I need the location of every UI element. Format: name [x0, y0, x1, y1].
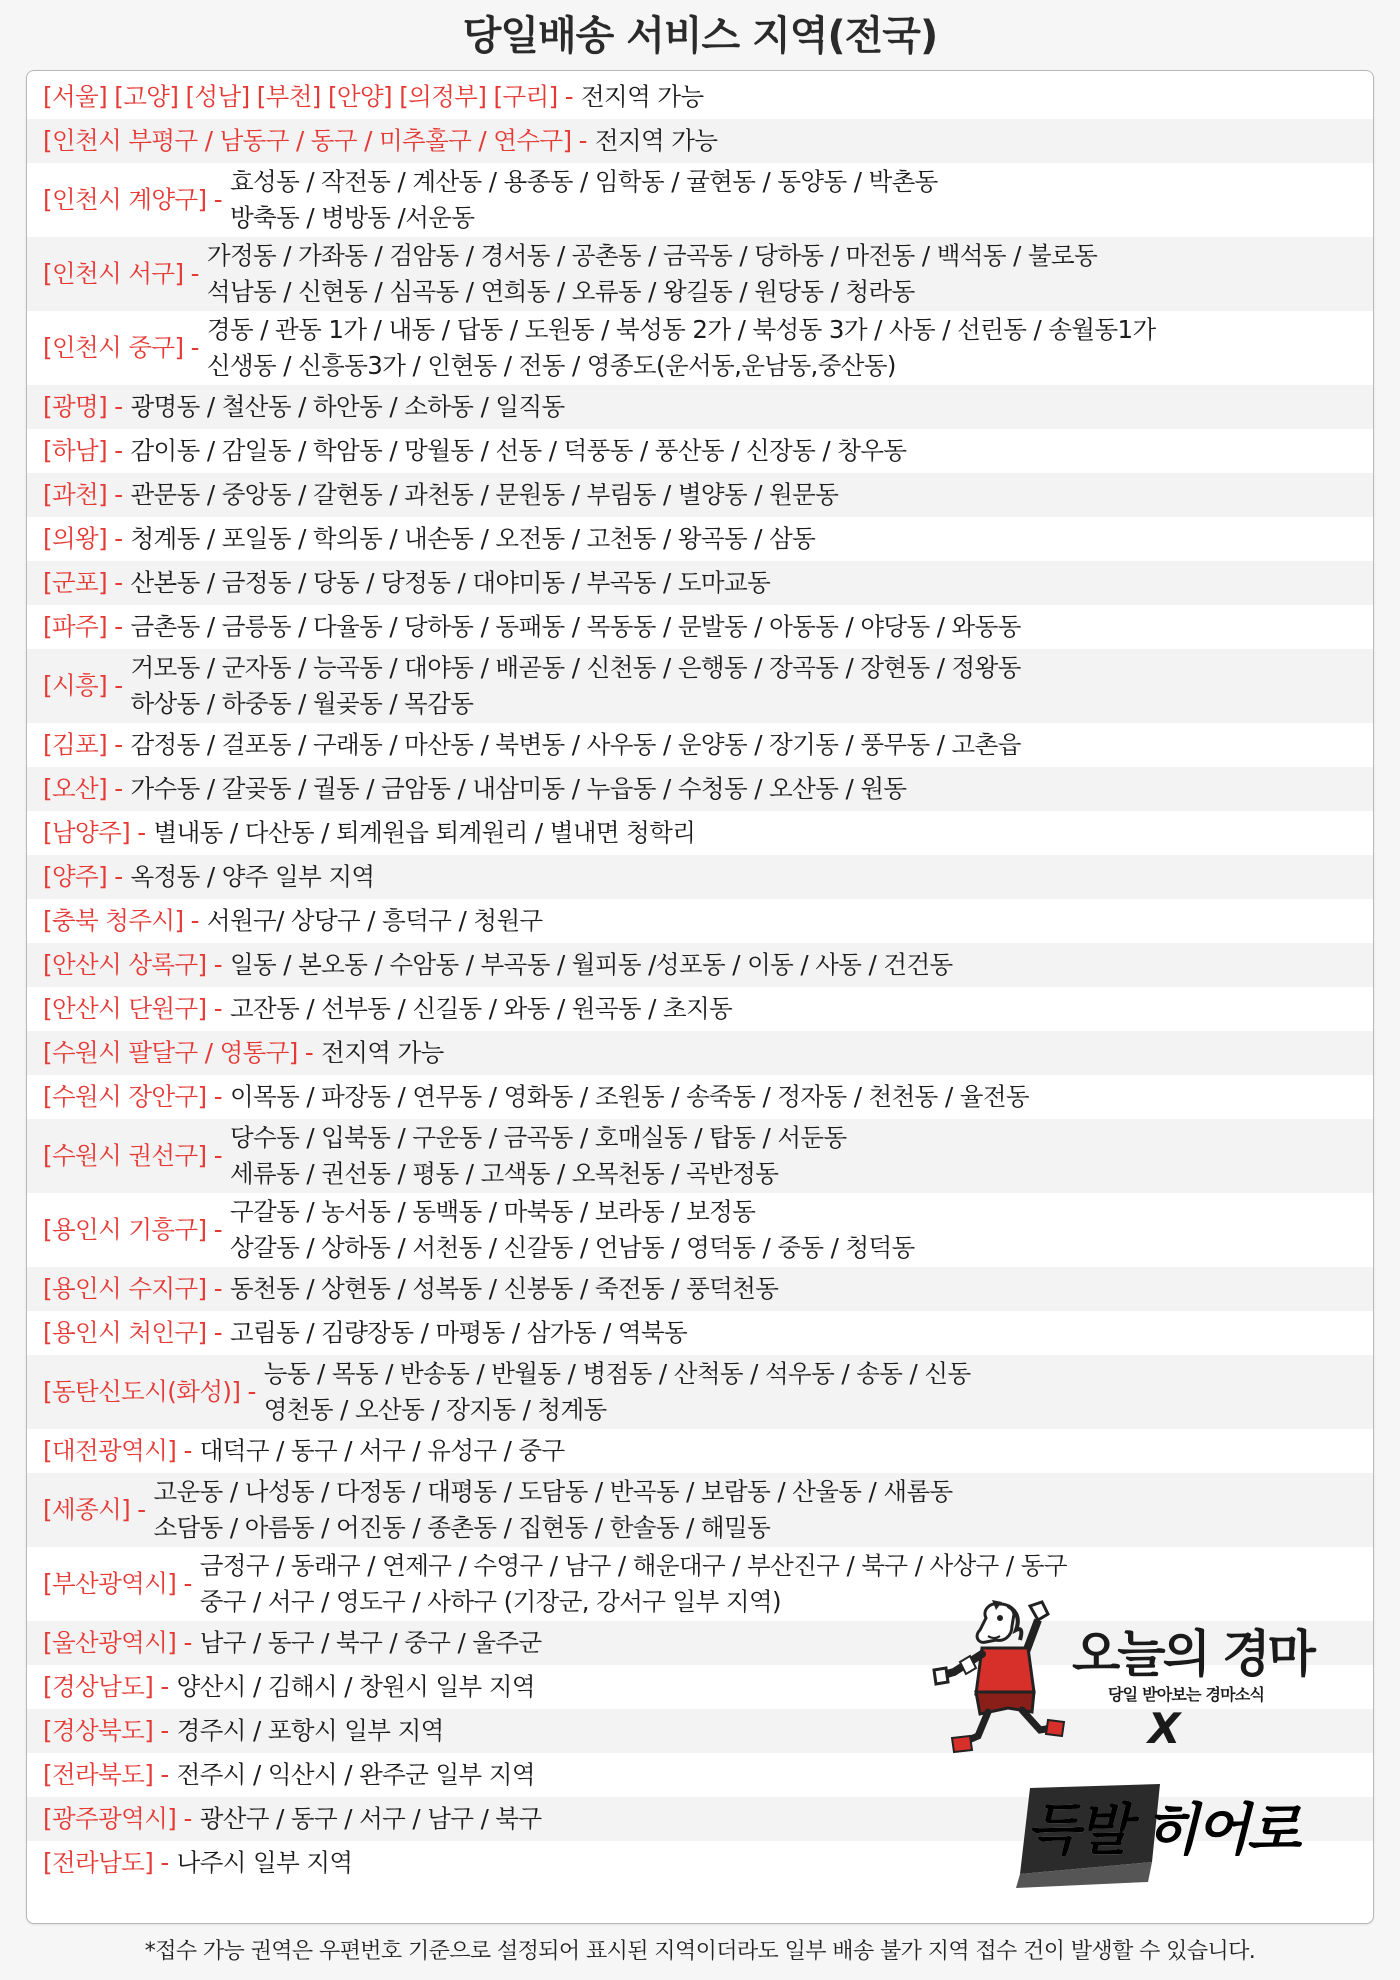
region-row: [27, 1075, 1373, 1119]
area-line: 광산구 / 동구 / 서구 / 남구 / 북구: [199, 1804, 542, 1833]
region-label: [수원시 권선구] -: [43, 1141, 222, 1170]
area-line: 산본동 / 금정동 / 당동 / 당정동 / 대야미동 / 부곡동 / 도마교동: [130, 568, 771, 597]
area-line: 하상동 / 하중동 / 월곶동 / 목감동: [130, 689, 474, 718]
area-line: 전주시 / 익산시 / 완주군 일부 지역: [176, 1760, 535, 1789]
region-areas: [207, 903, 543, 939]
region-row: [27, 1193, 1373, 1267]
region-areas: [230, 164, 938, 236]
region-areas: [264, 1356, 971, 1428]
region-label: [안산시 단원구] -: [43, 994, 222, 1023]
region-row: [27, 119, 1373, 163]
region-row: [27, 1119, 1373, 1193]
footnote: *접수 가능 권역은 우편번호 기준으로 설정되어 표시된 지역이더라도 일부 배송 불가 지역 접수 건이 발생할 수 있습니다.: [144, 1939, 1256, 1964]
region-label: [용인시 처인구] -: [43, 1318, 222, 1347]
region-areas: [130, 727, 1020, 763]
region-areas: [130, 433, 906, 469]
area-line: 상갈동 / 상하동 / 서천동 / 신갈동 / 언남동 / 영덕동 / 중동 / 청덕동: [229, 1233, 915, 1262]
region-row: [27, 429, 1373, 473]
page-title: 당일배송 서비스 지역(전국): [462, 12, 938, 59]
region-row: [27, 311, 1373, 385]
region-areas: [130, 565, 770, 601]
area-line: 경주시 / 포항시 일부 지역: [176, 1716, 444, 1745]
area-line: 경동 / 관동 1가 / 내동 / 답동 / 도원동 / 북성동 2가 / 북성동 3가 / 사동 / 선린동 / 송월동1가: [206, 315, 1156, 344]
region-row: [27, 1311, 1373, 1355]
area-line: 금정구 / 동래구 / 연제구 / 수영구 / 남구 / 해운대구 / 부산진구 / 북구 / 사상구 / 동구: [199, 1551, 1067, 1580]
region-row: [27, 943, 1373, 987]
region-areas: [207, 312, 1156, 384]
area-line: 일동 / 본오동 / 수암동 / 부곡동 / 월피동 /성포동 / 이동 / 사동 / 건건동: [229, 950, 953, 979]
region-label: [인천시 중구] -: [43, 333, 199, 362]
region-label: [인천시 계양구] -: [43, 185, 222, 214]
region-label: [동탄신도시(화성)] -: [43, 1377, 256, 1406]
region-label: [용인시 기흥구] -: [43, 1215, 222, 1244]
region-label: [하남] -: [43, 436, 123, 465]
region-areas: [177, 1669, 535, 1705]
area-line: 옥정동 / 양주 일부 지역: [130, 862, 375, 891]
region-label: [양주] -: [43, 862, 123, 891]
area-line: 대덕구 / 동구 / 서구 / 유성구 / 중구: [199, 1436, 565, 1465]
area-line: 방축동 / 병방동 /서운동: [229, 203, 475, 232]
region-areas: [230, 1120, 847, 1192]
region-row: [27, 1429, 1373, 1473]
region-label: [울산광역시] -: [43, 1628, 192, 1657]
area-line: 거모동 / 군자동 / 능곡동 / 대야동 / 배곧동 / 신천동 / 은행동 / 장곡동 / 장현동 / 정왕동: [130, 653, 1021, 682]
region-areas: [230, 1079, 1029, 1115]
region-areas: [154, 1474, 953, 1546]
area-line: 가수동 / 갈곶동 / 궐동 / 금암동 / 내삼미동 / 누읍동 / 수청동 / 오산동 / 원동: [130, 774, 907, 803]
region-areas: [321, 1035, 444, 1071]
area-line: 능동 / 목동 / 반송동 / 반월동 / 병점동 / 산척동 / 석우동 / 송동 / 신동: [263, 1359, 971, 1388]
brand-name-secondary: [1026, 1786, 1316, 1876]
region-row: [27, 237, 1373, 311]
area-line: 전지역 가능: [580, 82, 704, 111]
region-areas: [230, 947, 953, 983]
region-areas: [230, 1315, 687, 1351]
area-line: 효성동 / 작전동 / 계산동 / 용종동 / 임학동 / 귤현동 / 동양동 / 박촌동: [229, 167, 938, 196]
area-line: 별내동 / 다산동 / 퇴계원읍 퇴계원리 / 별내면 청학리: [153, 818, 696, 847]
brand-separator: X: [1148, 1704, 1181, 1753]
region-areas: [230, 1194, 915, 1266]
region-label: [수원시 장안구] -: [43, 1082, 222, 1111]
region-label: [남양주] -: [43, 818, 146, 847]
region-areas: [130, 859, 374, 895]
area-line: 전지역 가능: [594, 126, 718, 155]
area-line: 고잔동 / 선부동 / 신길동 / 와동 / 원곡동 / 초지동: [229, 994, 733, 1023]
area-line: 광명동 / 철산동 / 하안동 / 소하동 / 일직동: [130, 392, 565, 421]
area-line: 이목동 / 파장동 / 연무동 / 영화동 / 조원동 / 송죽동 / 정자동 / 천천동 / 율전동: [229, 1082, 1029, 1111]
region-areas: [200, 1801, 542, 1837]
region-areas: [130, 650, 1020, 722]
brand-logo: [930, 1596, 1330, 1896]
area-line: 가정동 / 가좌동 / 검암동 / 경서동 / 공촌동 / 금곡동 / 당하동 / 마전동 / 백석동 / 불로동: [206, 241, 1098, 270]
region-areas: [230, 1271, 778, 1307]
area-line: 전지역 가능: [321, 1038, 444, 1067]
region-row: [27, 855, 1373, 899]
region-areas: [130, 389, 564, 425]
region-areas: [177, 1757, 535, 1793]
region-row: [27, 163, 1373, 237]
area-line: 감정동 / 걸포동 / 구래동 / 마산동 / 북변동 / 사우동 / 운양동 / 장기동 / 풍무동 / 고촌읍: [130, 730, 1021, 759]
region-label: [오산] -: [43, 774, 123, 803]
area-line: 영천동 / 오산동 / 장지동 / 청계동: [263, 1395, 607, 1424]
region-row: [27, 899, 1373, 943]
area-line: 소담동 / 아름동 / 어진동 / 종촌동 / 집현동 / 한솔동 / 해밀동: [153, 1513, 771, 1542]
area-line: 석남동 / 신현동 / 심곡동 / 연희동 / 오류동 / 왕길동 / 원당동 / 청라동: [206, 277, 915, 306]
area-line: 감이동 / 감일동 / 학암동 / 망월동 / 선동 / 덕풍동 / 풍산동 / 신장동 / 창우동: [130, 436, 907, 465]
region-label: [전라북도] -: [43, 1760, 169, 1789]
region-label: [충북 청주시] -: [43, 906, 199, 935]
region-row: [27, 517, 1373, 561]
region-label: [경상남도] -: [43, 1672, 169, 1701]
region-label: [수원시 팔달구 / 영통구] -: [43, 1038, 314, 1067]
region-label: [안산시 상록구] -: [43, 950, 222, 979]
region-areas: [130, 609, 1020, 645]
region-row: [27, 1031, 1373, 1075]
area-line: 서원구/ 상당구 / 흥덕구 / 청원구: [206, 906, 543, 935]
region-row: [27, 1473, 1373, 1547]
region-areas: [595, 123, 718, 159]
brand-tagline: 당일 받아보는 경마소식: [1108, 1685, 1265, 1704]
area-line: 중구 / 서구 / 영도구 / 사하구 (기장군, 강서구 일부 지역): [199, 1587, 781, 1616]
region-row: [27, 767, 1373, 811]
area-line: 양산시 / 김해시 / 창원시 일부 지역: [176, 1672, 535, 1701]
region-row: [27, 987, 1373, 1031]
area-line: 동천동 / 상현동 / 성복동 / 신봉동 / 죽전동 / 풍덕천동: [229, 1274, 779, 1303]
region-label: [대전광역시] -: [43, 1436, 192, 1465]
region-row: [27, 473, 1373, 517]
area-line: 당수동 / 입북동 / 구운동 / 금곡동 / 호매실동 / 탑동 / 서둔동: [229, 1123, 847, 1152]
region-areas: [177, 1713, 444, 1749]
region-label: [과천] -: [43, 480, 123, 509]
area-line: 금촌동 / 금릉동 / 다율동 / 당하동 / 동패동 / 목동동 / 문발동 / 아동동 / 야당동 / 와동동: [130, 612, 1021, 641]
brand-secondary-text: 득발 히어로: [1026, 1798, 1298, 1863]
region-areas: [230, 991, 732, 1027]
region-areas: [154, 815, 696, 851]
region-row: [27, 811, 1373, 855]
region-areas: [200, 1433, 565, 1469]
region-label: [서울] [고양] [성남] [부천] [안양] [의정부] [구리] -: [43, 82, 573, 111]
region-areas: [130, 521, 815, 557]
area-line: 고운동 / 나성동 / 다정동 / 대평동 / 도담동 / 반곡동 / 보람동 / 산울동 / 새롬동: [153, 1477, 953, 1506]
region-row: [27, 649, 1373, 723]
area-line: 세류동 / 권선동 / 평동 / 고색동 / 오목천동 / 곡반정동: [229, 1159, 779, 1188]
region-label: [의왕] -: [43, 524, 123, 553]
region-label: [시흥] -: [43, 671, 123, 700]
brand-name-primary: 오늘의 경마: [1072, 1625, 1313, 1683]
region-row: [27, 605, 1373, 649]
region-areas: [200, 1625, 542, 1661]
region-row: [27, 561, 1373, 605]
region-label: [전라남도] -: [43, 1848, 169, 1877]
region-label: [광명] -: [43, 392, 123, 421]
area-line: 고림동 / 김량장동 / 마평동 / 삼가동 / 역북동: [229, 1318, 688, 1347]
region-label: [파주] -: [43, 612, 123, 641]
region-label: [세종시] -: [43, 1495, 146, 1524]
region-label: [경상북도] -: [43, 1716, 169, 1745]
region-label: [부산광역시] -: [43, 1569, 192, 1598]
area-line: 신생동 / 신흥동3가 / 인현동 / 전동 / 영종도(운서동,운남동,중산동): [206, 351, 896, 380]
area-line: 청계동 / 포일동 / 학의동 / 내손동 / 오전동 / 고천동 / 왕곡동 / 삼동: [130, 524, 816, 553]
region-areas: [207, 238, 1097, 310]
region-label: [광주광역시] -: [43, 1804, 192, 1833]
area-line: 관문동 / 중앙동 / 갈현동 / 과천동 / 문원동 / 부림동 / 별양동 / 원문동: [130, 480, 839, 509]
region-areas: [177, 1845, 353, 1881]
region-row: [27, 385, 1373, 429]
area-line: 나주시 일부 지역: [176, 1848, 353, 1877]
region-areas: [130, 771, 906, 807]
region-areas: [130, 477, 838, 513]
area-line: 남구 / 동구 / 북구 / 중구 / 울주군: [199, 1628, 542, 1657]
horse-mascot-icon: [930, 1596, 1080, 1766]
area-line: 구갈동 / 농서동 / 동백동 / 마북동 / 보라동 / 보정동: [229, 1197, 756, 1226]
region-label: [군포] -: [43, 568, 123, 597]
region-row: [27, 75, 1373, 119]
region-label: [인천시 부평구 / 남동구 / 동구 / 미추홀구 / 연수구] -: [43, 126, 587, 155]
region-label: [인천시 서구] -: [43, 259, 199, 288]
region-label: [김포] -: [43, 730, 123, 759]
region-label: [용인시 수지구] -: [43, 1274, 222, 1303]
region-row: [27, 1355, 1373, 1429]
region-areas: [581, 79, 704, 115]
region-row: [27, 1267, 1373, 1311]
region-row: [27, 723, 1373, 767]
